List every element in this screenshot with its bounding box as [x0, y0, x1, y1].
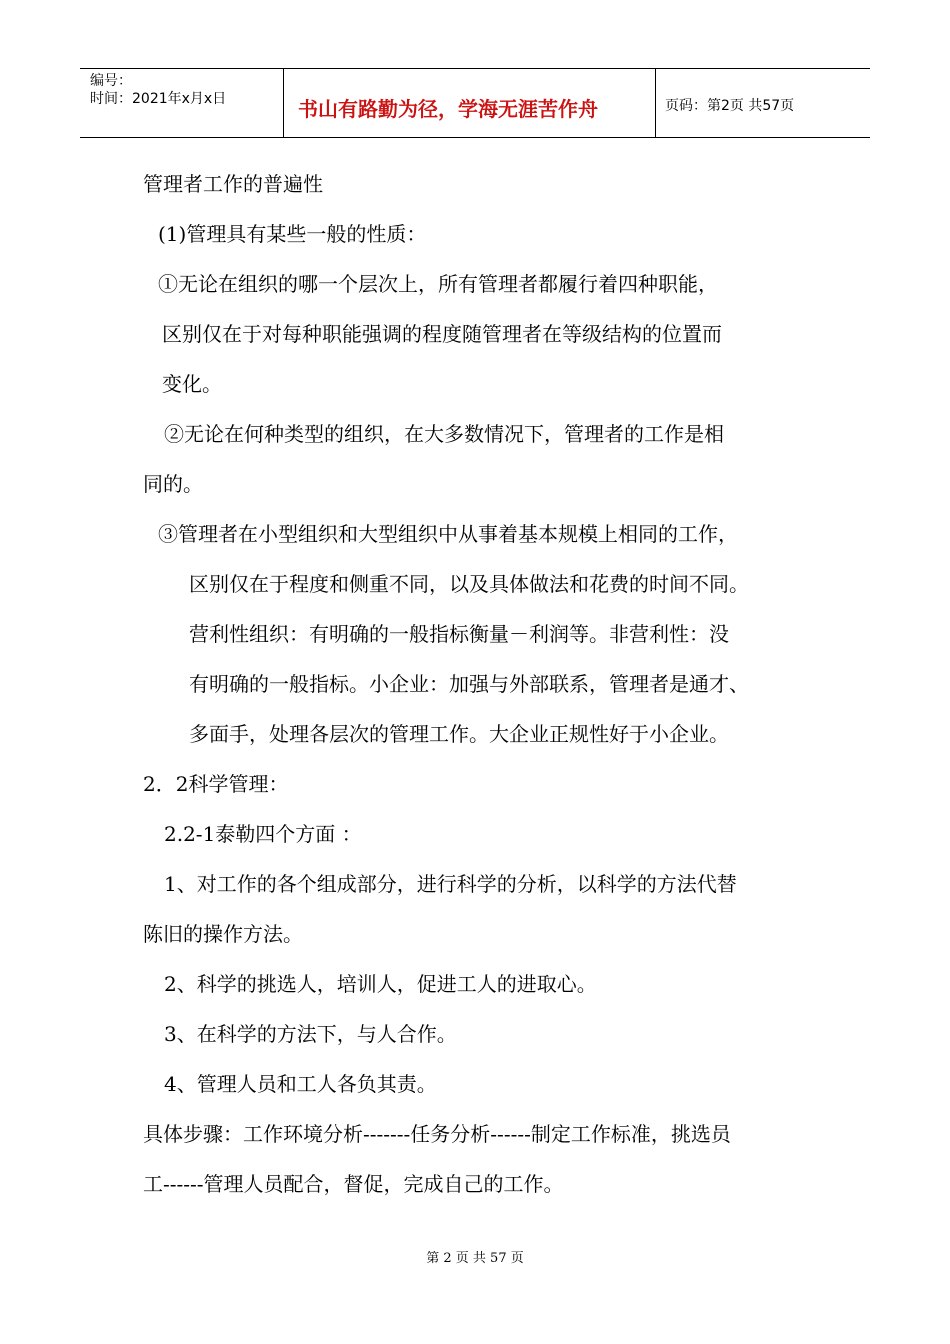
body-line: 多面手，处理各层次的管理工作。大企业正规性好于小企业。 [189, 722, 729, 746]
list-item: 3、在科学的方法下，与人合作。 [164, 1022, 457, 1046]
body-line: 变化。 [162, 372, 222, 396]
body-line: 有明确的一般指标。小企业：加强与外部联系，管理者是通才、 [189, 672, 749, 696]
list-item: 2、科学的挑选人，培训人，促进工人的进取心。 [164, 972, 597, 996]
body-line: 营利性组织：有明确的一般指标衡量－利润等。非营利性：没 [189, 622, 729, 646]
body-line: ③管理者在小型组织和大型组织中从事着基本规模上相同的工作， [158, 522, 738, 546]
body-line: ①无论在组织的哪一个层次上，所有管理者都履行着四种职能， [158, 272, 718, 296]
header-divider [655, 69, 656, 137]
page-footer: 第 2 页 共 57 页 [426, 1251, 524, 1266]
section-heading: 2．2科学管理： [143, 772, 289, 796]
section-heading: 管理者工作的普遍性 [143, 172, 323, 196]
subsection-heading: 2.2-1泰勒四个方面 ： [164, 822, 362, 846]
body-line: ②无论在何种类型的组织，在大多数情况下，管理者的工作是相 [164, 422, 724, 446]
body-line: 区别仅在于对每种职能强调的程度随管理者在等级结构的位置而 [162, 322, 722, 346]
date-label: 时间：2021年x月x日 [90, 91, 227, 107]
body-line: 具体步骤：工作环境分析-------任务分析------制定工作标准，挑选员 [143, 1122, 731, 1146]
body-line: 同的。 [143, 472, 203, 496]
serial-number-label: 编号： [90, 73, 132, 89]
body-line: 工------管理人员配合，督促，完成自己的工作。 [143, 1172, 564, 1196]
header-divider [283, 69, 284, 137]
list-item: 4、管理人员和工人各负其责。 [164, 1072, 437, 1096]
document-header [80, 68, 870, 138]
header-motto: 书山有路勤为径，学海无涯苦作舟 [298, 97, 598, 121]
header-page-info: 页码：第2页 共57页 [665, 98, 795, 114]
list-item-continuation: 陈旧的操作方法。 [143, 922, 303, 946]
body-line: 区别仅在于程度和侧重不同，以及具体做法和花费的时间不同。 [189, 572, 749, 596]
list-item: 1、对工作的各个组成部分，进行科学的分析，以科学的方法代替 [164, 872, 737, 896]
subsection-heading: (1)管理具有某些一般的性质： [158, 222, 427, 246]
